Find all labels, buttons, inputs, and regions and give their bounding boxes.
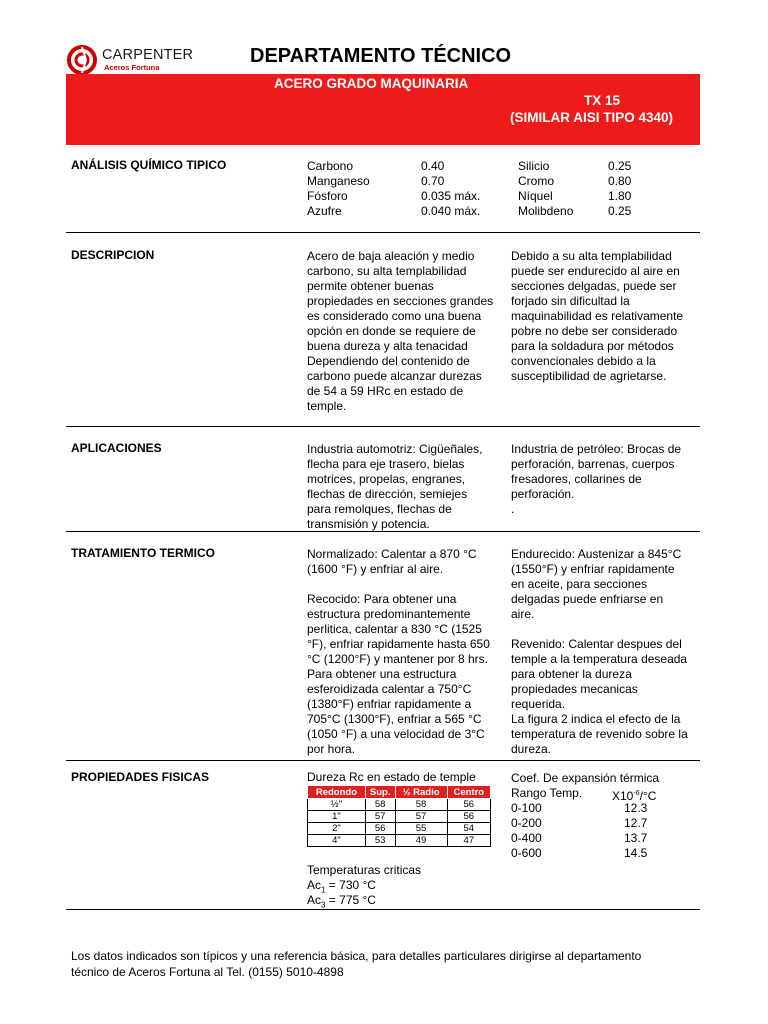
expansion-col-range: Rango Temp. bbox=[511, 786, 583, 800]
chem-value: 1.80 bbox=[608, 189, 632, 203]
steel-equivalent: (SIMILAR AISI TIPO 4340) bbox=[510, 110, 674, 125]
chem-value: 0.40 bbox=[421, 159, 445, 173]
divider bbox=[66, 426, 700, 427]
table-header: Sup. bbox=[365, 786, 395, 799]
expansion-col-unit: $X10^{-6}/^\circ C$ bbox=[612, 789, 657, 803]
divider bbox=[66, 531, 700, 532]
chem-element: Cromo bbox=[518, 174, 555, 188]
ac3-value: $Ac_3 = 775$ °C bbox=[307, 893, 376, 910]
table-cell: 57 bbox=[365, 811, 395, 823]
steel-grade: TX 15 bbox=[584, 93, 621, 108]
table-cell: 49 bbox=[395, 835, 447, 847]
table-row bbox=[308, 835, 491, 847]
chem-element: Molibdeno bbox=[518, 204, 574, 218]
heat-right-text: Endurecido: Austenizar a 845°C (1550°F) y enfriar rapidamente en aceite, para secciones delgadas puede enfriarse en aire. Revenido: Calentar despues del temple a la temperatura deseada para obtener la dureza propiedades mecanicas requerida. La figura 2 indica el efecto de la temperatura de revenido sobre la dureza. bbox=[511, 547, 688, 756]
divider bbox=[66, 760, 700, 761]
table-cell: 58 bbox=[365, 799, 395, 811]
table-cell: 56 bbox=[365, 823, 395, 835]
table-cell: 53 bbox=[365, 835, 395, 847]
chem-section-title: ANÁLISIS QUÍMICO TIPICO bbox=[71, 158, 227, 172]
expansion-range: 0-400 bbox=[511, 831, 542, 845]
table-cell: 56 bbox=[447, 799, 490, 811]
carpenter-swirl-icon bbox=[66, 44, 98, 76]
footer-note: Los datos indicados son típicos y una referencia básica, para detalles particulares dirigirse al departamento técnico de Aceros Fortuna al Tel. (0155) 5010-4898 bbox=[71, 949, 642, 979]
phys-section-title: PROPIEDADES FISICAS bbox=[71, 770, 210, 784]
expansion-value: 14.5 bbox=[624, 846, 648, 860]
table-cell: ½" bbox=[308, 799, 366, 811]
table-cell: 54 bbox=[447, 823, 490, 835]
table-cell: 57 bbox=[395, 811, 447, 823]
apps-section-title: APLICACIONES bbox=[71, 441, 162, 455]
chem-element: Carbono bbox=[307, 159, 354, 173]
chem-element: Silicio bbox=[518, 159, 550, 173]
hardness-title: Dureza Rc en estado de temple bbox=[307, 770, 476, 784]
divider bbox=[66, 232, 700, 233]
chem-element: Fósforo bbox=[307, 189, 348, 203]
expansion-value: 12.3 bbox=[624, 801, 648, 815]
table-header: Redondo bbox=[308, 786, 366, 799]
heat-left-text: Normalizado: Calentar a 870 °C (1600 °F) y enfriar al aire. Recocido: Para obtener una estructura predominantemente perlitica, calentar a 830 °C (1525 °F), enfriar rapidamente hasta 650 °C (1200°F) y mantener por 8 hrs. Para obtener una estructura esferoidizada calentar a 750°C (1380°F) enfriar rapidamente a 705°C (1300°F), enfriar a 565 °C (1050 °F) a una velocidad de 3°C por hora. bbox=[307, 547, 490, 756]
chem-value: 0.040 máx. bbox=[421, 204, 481, 218]
desc-right-text: Debido a su alta templabilidad puede ser endurecido al aire en secciones delgadas, puede ser forjado sin dificultad la maquinabilidad es relativamente pobre no debe ser considerado para la soldadura por métodos convencionales debido a la susceptibilidad de agrietarse. bbox=[511, 249, 684, 383]
divider bbox=[66, 909, 700, 910]
expansion-range: 0-200 bbox=[511, 816, 542, 830]
apps-left-text: Industria automotriz: Cigüeñales, flecha para eje trasero, bielas motrices, propelas, engranes, flechas de dirección, semiejes para remolques, flechas de transmisión y potencia. bbox=[307, 442, 483, 531]
expansion-title: Coef. De expansión térmica bbox=[511, 771, 660, 785]
chem-value: 0.25 bbox=[608, 204, 632, 218]
critical-temps-title: Temperaturas criticas bbox=[307, 863, 422, 877]
logo-brand: CARPENTER bbox=[102, 47, 194, 63]
chem-element: Níquel bbox=[518, 189, 553, 203]
chem-value: 0.70 bbox=[421, 174, 445, 188]
table-cell: 2" bbox=[308, 823, 366, 835]
chem-element: Azufre bbox=[307, 204, 342, 218]
table-cell: 4" bbox=[308, 835, 366, 847]
table-cell: 1" bbox=[308, 811, 366, 823]
table-header: Centro bbox=[447, 786, 490, 799]
table-row bbox=[308, 823, 491, 835]
chem-value: 0.25 bbox=[608, 159, 632, 173]
ac1-value: $Ac_1 = 730$ °C bbox=[307, 878, 376, 895]
logo-subtitle: Aceros Fortuna bbox=[104, 63, 160, 72]
table-cell: 58 bbox=[395, 799, 447, 811]
chem-value: 0.80 bbox=[608, 174, 632, 188]
table-row bbox=[308, 811, 491, 823]
steel-category: ACERO GRADO MAQUINARIA bbox=[274, 76, 469, 91]
heat-section-title: TRATAMIENTO TERMICO bbox=[71, 546, 215, 560]
expansion-range: 0-100 bbox=[511, 801, 542, 815]
page-title: DEPARTAMENTO TÉCNICO bbox=[250, 45, 512, 67]
expansion-range: 0-600 bbox=[511, 846, 542, 860]
company-logo bbox=[66, 44, 206, 78]
desc-left-text: Acero de baja aleación y medio carbono, su alta templabilidad permite obtener buenas propiedades en secciones grandes es considerado como una buena opción en donde se requiere de buena dureza y alta tenacidad Dependiendo del contenido de carbono puede alcanzar durezas de 54 a 59 HRc en estado de temple. bbox=[307, 249, 494, 413]
table-cell: 47 bbox=[447, 835, 490, 847]
header-band bbox=[66, 74, 700, 145]
apps-right-text: Industria de petróleo: Brocas de perforación, barrenas, cuerpos fresadores, collarines de perforación. . bbox=[511, 442, 682, 516]
table-header: ½ Radio bbox=[395, 786, 447, 799]
table-row bbox=[308, 799, 491, 811]
hardness-table bbox=[307, 785, 491, 847]
expansion-value: 12.7 bbox=[624, 816, 648, 830]
chem-element: Manganeso bbox=[307, 174, 370, 188]
table-cell: 55 bbox=[395, 823, 447, 835]
desc-section-title: DESCRIPCION bbox=[71, 248, 155, 262]
table-cell: 56 bbox=[447, 811, 490, 823]
expansion-value: 13.7 bbox=[624, 831, 648, 845]
chem-value: 0.035 máx. bbox=[421, 189, 481, 203]
